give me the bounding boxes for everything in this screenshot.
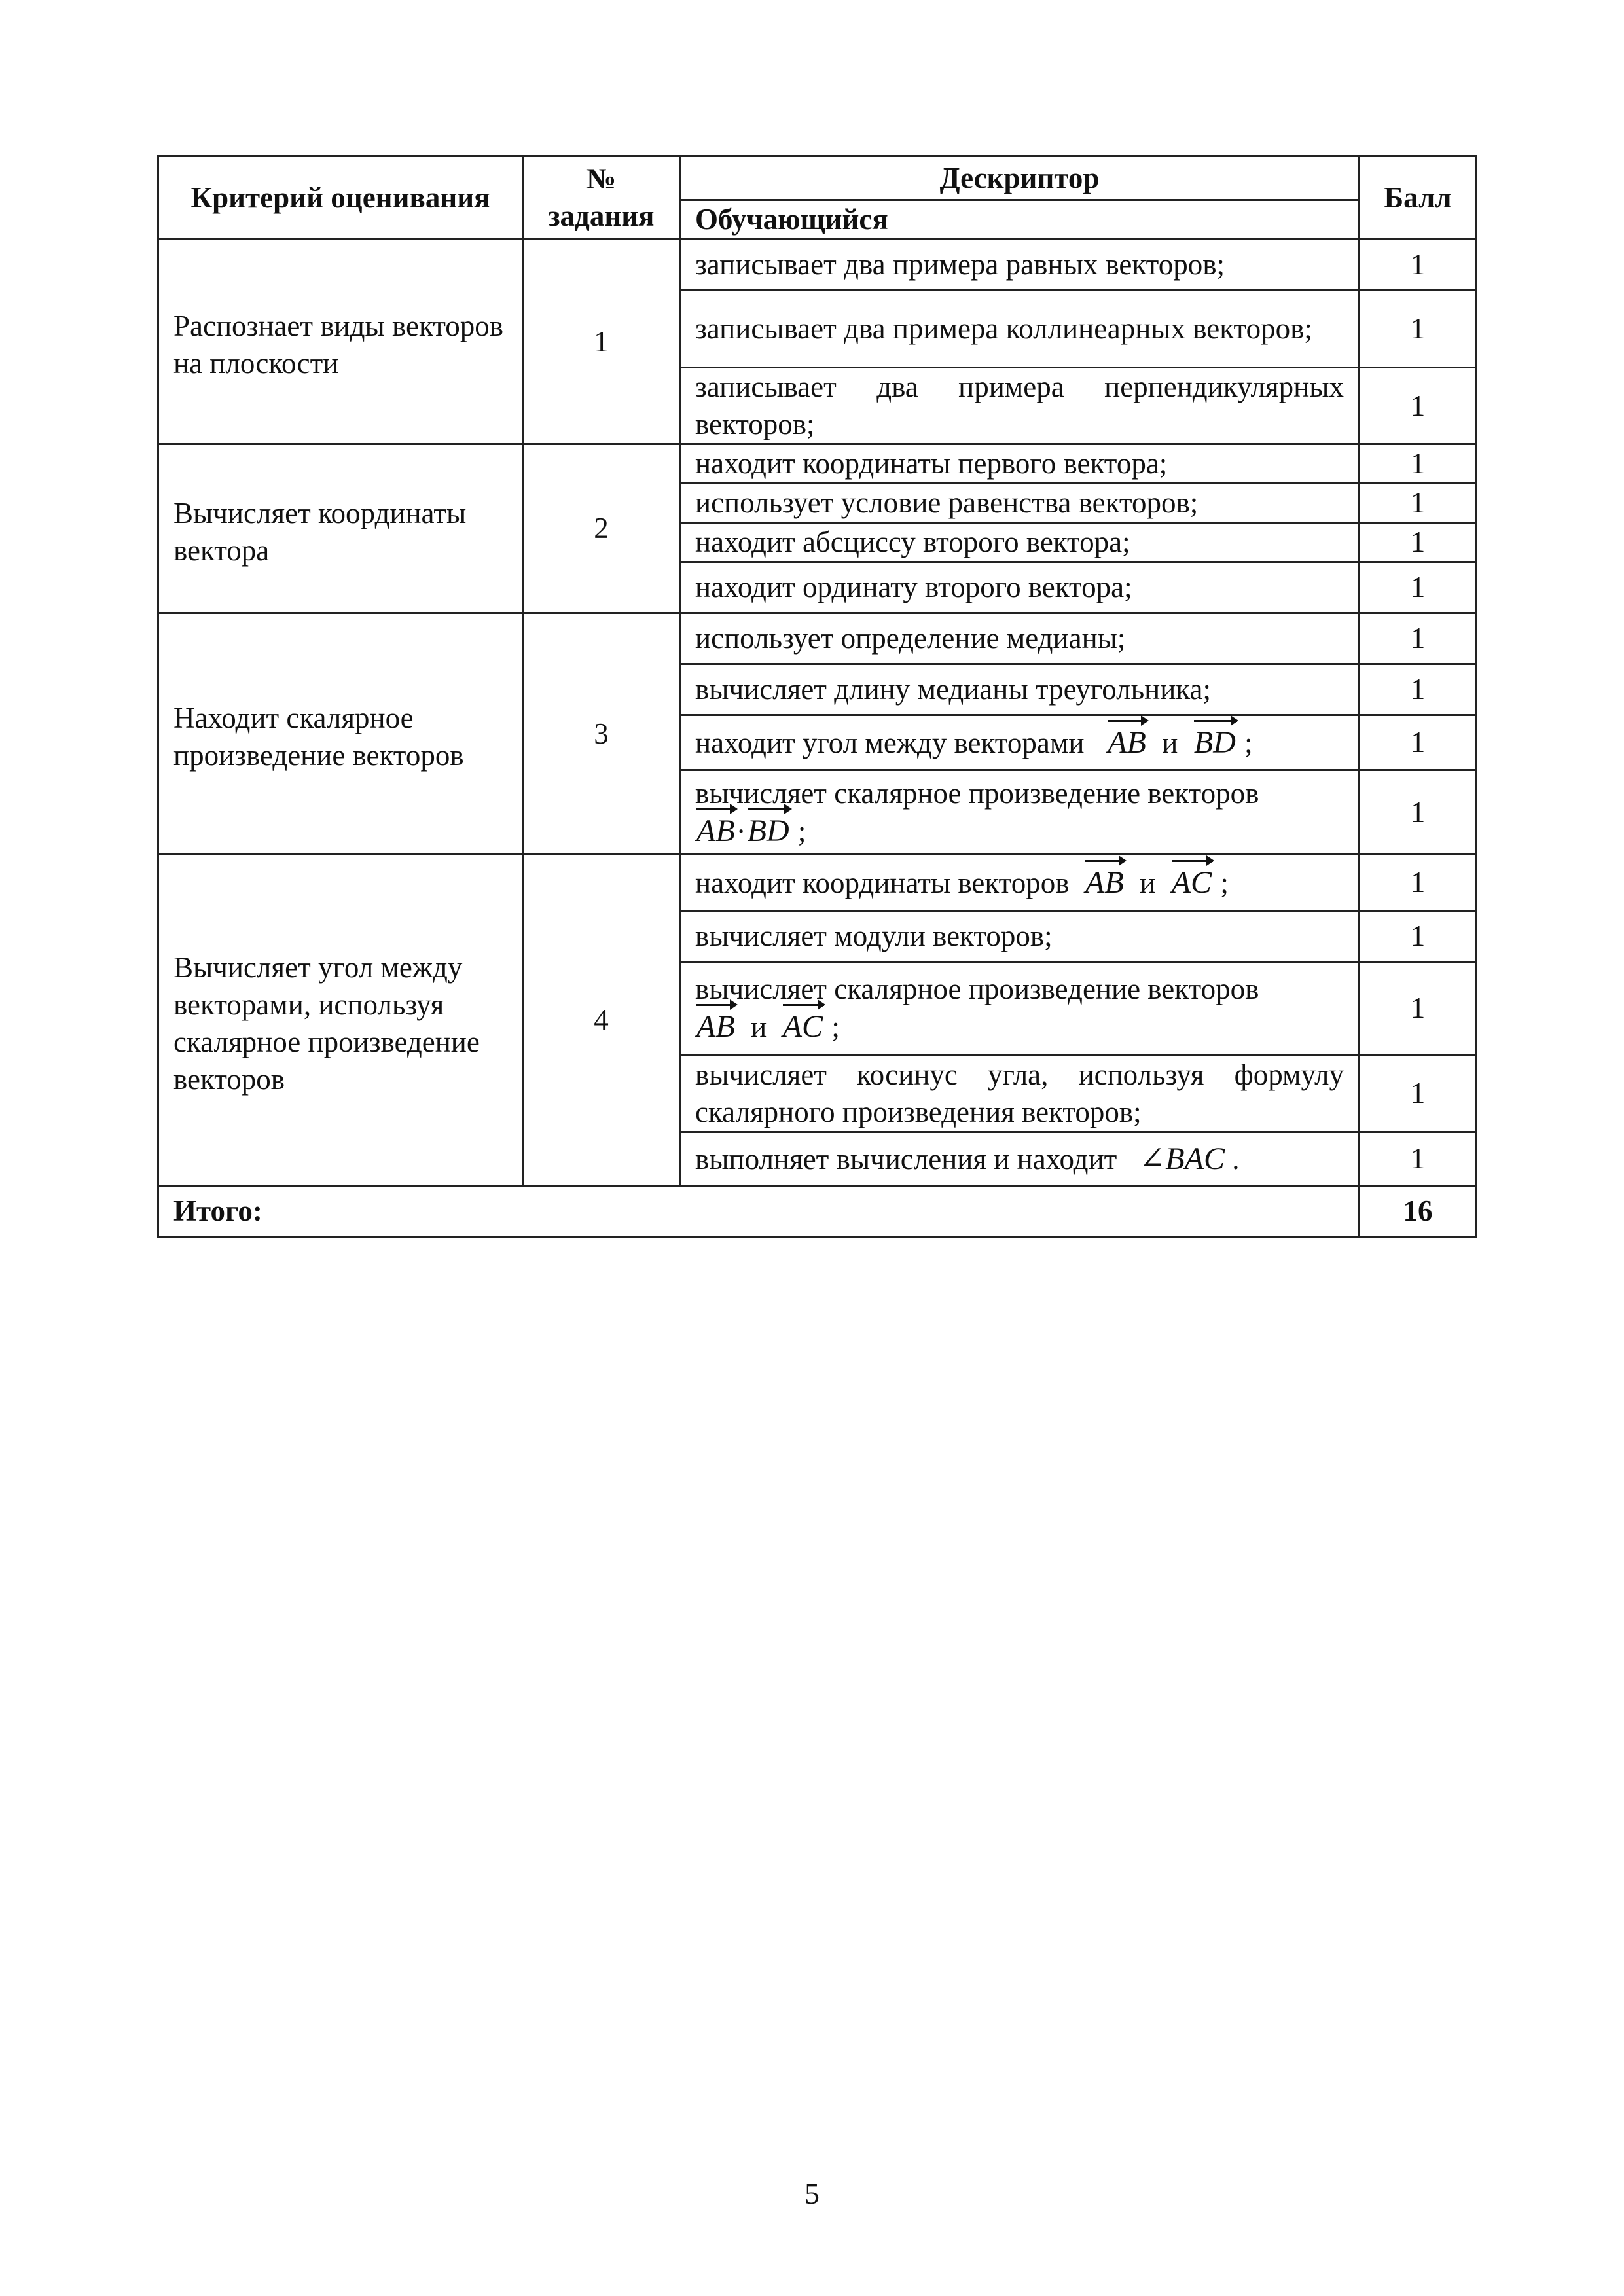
descriptor-cell: находит абсциссу второго вектора; [680,523,1360,562]
total-label: Итого: [158,1186,1360,1237]
task-number-cell: 3 [523,613,680,855]
descriptor-text: находит координаты векторов [695,866,1070,899]
score-cell: 1 [1360,562,1477,613]
vector-ac: AC [1171,865,1212,900]
punctuation: ; [831,1011,840,1043]
vector-ab: AB [696,1009,735,1044]
total-score: 16 [1360,1186,1477,1237]
score-cell: 1 [1360,484,1477,523]
criterion-cell: Вычисляет координаты вектора [158,444,523,613]
assessment-rubric-table [157,155,1477,1238]
task-number-cell: 2 [523,444,680,613]
descriptor-cell: использует определение медианы; [680,613,1360,664]
criterion-cell: Находит скалярное произведение векторов [158,613,523,855]
punctuation: ; [1220,866,1229,899]
descriptor-cell [680,715,1360,770]
header-criterion: Критерий оценивания [158,156,523,240]
score-cell: 1 [1360,770,1477,855]
table-row [158,444,1477,484]
task-number-cell: 1 [523,240,680,444]
descriptor-text: находит угол между векторами [695,726,1085,759]
table-row [158,613,1477,664]
score-cell: 1 [1360,911,1477,962]
descriptor-cell: записывает два примера коллинеарных векторов; [680,291,1360,368]
table-row [158,855,1477,911]
punctuation: ; [1244,726,1253,759]
vector-bd: BD [747,813,789,848]
descriptor-cell [680,770,1360,855]
punctuation: ; [797,814,806,848]
vector-bd: BD [1193,725,1236,760]
total-row [158,1186,1477,1237]
descriptor-cell: находит ординату второго вектора; [680,562,1360,613]
criterion-cell: Вычисляет угол между векторами, используя скалярное произведение векторов [158,855,523,1186]
descriptor-cell: записывает два примера перпендикулярных векторов; [680,368,1360,444]
table-row [158,240,1477,291]
task-number-cell: 4 [523,855,680,1186]
header-task-number [523,156,680,240]
descriptor-text: выполняет вычисления и находит [695,1142,1117,1175]
score-cell: 1 [1360,962,1477,1055]
descriptor-cell: записывает два примера равных векторов; [680,240,1360,291]
header-score: Балл [1360,156,1477,240]
descriptor-cell: вычисляет модули векторов; [680,911,1360,962]
dot-operator: · [736,814,746,848]
descriptor-cell: находит координаты первого вектора; [680,444,1360,484]
punctuation: . [1232,1142,1240,1175]
descriptor-cell: вычисляет косинус угла, используя формулу скалярного произведения векторов; [680,1055,1360,1132]
header-descriptor: Дескриптор [680,156,1360,200]
score-cell: 1 [1360,368,1477,444]
header-task-number-word: задания [548,200,655,232]
score-cell: 1 [1360,291,1477,368]
descriptor-cell [680,1132,1360,1186]
descriptor-text: вычисляет скалярное произведение векторов [695,973,1259,1005]
descriptor-cell [680,855,1360,911]
score-cell: 1 [1360,1132,1477,1186]
score-cell: 1 [1360,444,1477,484]
angle-bac: ∠BAC [1139,1141,1225,1176]
vector-ab: AB [696,813,735,848]
score-cell: 1 [1360,523,1477,562]
score-cell: 1 [1360,1055,1477,1132]
vector-ac: AC [782,1009,823,1044]
score-cell: 1 [1360,613,1477,664]
criterion-cell: Распознает виды векторов на плоскости [158,240,523,444]
score-cell: 1 [1360,664,1477,715]
descriptor-cell [680,962,1360,1055]
conjunction-text: и [1140,866,1156,899]
vector-ab: AB [1085,865,1124,900]
descriptor-cell: вычисляет длину медианы треугольника; [680,664,1360,715]
score-cell: 1 [1360,715,1477,770]
conjunction-text: и [751,1011,767,1043]
page-number: 5 [804,2177,820,2210]
conjunction-text: и [1162,726,1178,759]
header-task-number-symbol: № [586,162,617,195]
descriptor-text: вычисляет скалярное произведение векторов [695,776,1259,810]
header-learner: Обучающийся [680,200,1360,240]
descriptor-cell: использует условие равенства векторов; [680,484,1360,523]
score-cell: 1 [1360,855,1477,911]
vector-ab: AB [1108,725,1146,760]
score-cell: 1 [1360,240,1477,291]
